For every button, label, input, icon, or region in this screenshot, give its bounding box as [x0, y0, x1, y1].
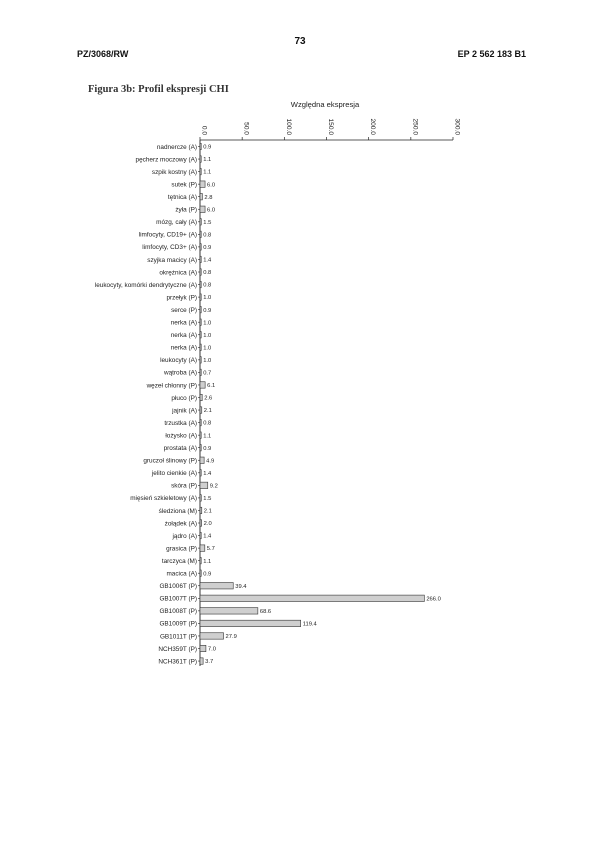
bar [200, 482, 208, 488]
bar-value-label: 0.8 [203, 420, 212, 427]
bar [200, 445, 201, 451]
bar [200, 143, 201, 149]
category-label: grasica (P) [166, 545, 197, 553]
bar-value-label: 0.9 [203, 445, 212, 452]
bar-value-label: 6.0 [207, 182, 216, 189]
bar [200, 545, 205, 551]
bar [200, 332, 201, 338]
bar [200, 168, 201, 174]
bar [200, 231, 201, 237]
bar-value-label: 0.7 [203, 370, 212, 377]
category-label: prostata (A) [163, 445, 197, 452]
category-label: sutek (P) [171, 181, 197, 189]
category-label: jądro (A) [172, 532, 197, 540]
category-label: mięsień szkieletowy (A) [130, 495, 197, 503]
category-label: pęcherz moczowy (A) [135, 156, 197, 164]
bar-value-label: 2.1 [203, 508, 212, 515]
x-tick-label: 50.0 [242, 122, 250, 135]
x-tick-label: 200.0 [369, 118, 377, 135]
category-label: NCH359T (P) [158, 645, 197, 653]
bar-value-label: 0.8 [203, 232, 212, 239]
page-number: 73 [294, 36, 306, 47]
bar-value-label: 1.0 [203, 295, 212, 302]
bar-value-label: 2.0 [203, 521, 212, 528]
category-label: mózg, cały (A) [156, 219, 197, 227]
category-label: węzeł chłonny (P) [146, 382, 197, 390]
bar [200, 344, 201, 350]
category-label: GB1006T (P) [159, 583, 197, 591]
bar-value-label: 1.5 [203, 496, 212, 502]
bar-value-label: 6.0 [207, 207, 216, 214]
bar [200, 219, 201, 225]
bar [200, 181, 205, 187]
bar-value-label: 1.1 [203, 433, 212, 440]
bar [200, 583, 233, 589]
bar-value-label: 0.9 [203, 245, 212, 251]
category-label: GB1009T (P) [159, 620, 197, 628]
bar-value-label: 7.0 [207, 646, 216, 653]
category-label: przełyk (P) [166, 294, 197, 302]
bar-value-label: 2.1 [203, 408, 212, 415]
bar [200, 507, 202, 513]
category-label: leukocyty (A) [160, 357, 197, 365]
category-label: trzustka (A) [164, 419, 197, 427]
bar [200, 557, 201, 563]
bar [200, 394, 202, 400]
bar-value-label: 5.7 [206, 546, 215, 553]
bar [200, 470, 201, 476]
category-label: NCH361T (P) [158, 658, 197, 666]
bar [200, 570, 201, 576]
document-reference-left: PZ/3068/RW [77, 49, 129, 59]
bar [200, 319, 201, 325]
bar-value-label: 2.8 [204, 194, 213, 201]
bar-value-label: 1.4 [203, 470, 212, 477]
bar [200, 281, 201, 287]
bar [200, 369, 201, 375]
bar-value-label: 6.1 [207, 383, 216, 390]
bar-value-label: 266.0 [426, 596, 441, 603]
bar-value-label: 1.1 [203, 157, 212, 164]
bar-value-label: 3.7 [205, 659, 214, 666]
category-label: leukocyty, komórki dendrytyczne (A) [94, 281, 197, 289]
bar-value-label: 0.9 [203, 571, 212, 578]
bar [200, 306, 201, 312]
bar [200, 206, 205, 212]
category-label: serce (P) [171, 306, 197, 314]
bar [200, 382, 205, 388]
bar-value-label: 39.4 [235, 583, 247, 590]
bar [200, 608, 258, 614]
bar-value-label: 1.0 [203, 345, 212, 352]
bar-value-label: 0.8 [203, 282, 212, 289]
category-label: nerka (A) [170, 332, 197, 340]
category-label: wątroba (A) [163, 369, 197, 377]
category-label: jajnik (A) [172, 407, 197, 415]
bar [200, 269, 201, 275]
patent-number: EP 2 562 183 B1 [457, 49, 526, 59]
bar [200, 156, 201, 162]
bar-value-label: 0.8 [203, 270, 212, 277]
bar-value-label: 1.1 [203, 169, 212, 176]
bar-value-label: 1.4 [203, 257, 212, 264]
chart-title: Względna ekspresja [290, 100, 360, 109]
figure-title: Figura 3b: Profil ekspresji CHI [88, 84, 229, 95]
category-label: GB1011T (P) [159, 633, 197, 641]
bar-value-label: 0.9 [203, 144, 212, 151]
bar-value-label: 1.0 [203, 332, 212, 339]
bar [200, 658, 203, 664]
bar-value-label: 1.5 [203, 219, 212, 226]
category-label: tarczyca (M) [161, 557, 197, 565]
category-label: nerka (A) [170, 319, 197, 327]
bars-group [95, 143, 441, 665]
category-label: limfocyty, CD3+ (A) [142, 244, 197, 252]
bar-value-label: 1.1 [203, 558, 212, 565]
category-label: okrężnica (A) [159, 269, 197, 277]
bar-value-label: 4.9 [206, 458, 215, 465]
bar-value-label: 1.4 [203, 533, 212, 540]
x-tick-label: 250.0 [411, 118, 419, 135]
category-label: gruczoł ślinowy (P) [143, 457, 197, 465]
category-label: skóra (P) [171, 482, 197, 490]
bar [200, 294, 201, 300]
bar-value-label: 27.9 [225, 634, 237, 641]
bar-value-label: 119.4 [302, 621, 317, 628]
category-label: łożysko (A) [165, 432, 197, 440]
category-label: szpik kostny (A) [151, 168, 197, 176]
category-label: GB1008T (P) [159, 608, 197, 616]
bar-value-label: 2.6 [204, 395, 213, 402]
bar [200, 495, 201, 501]
category-label: tętnica (A) [167, 194, 197, 201]
bar [200, 645, 206, 651]
bar-value-label: 1.0 [203, 320, 212, 327]
category-label: żołądek (A) [164, 520, 197, 528]
bar-value-label: 1.0 [203, 357, 212, 364]
bar-value-label: 0.9 [203, 307, 212, 314]
bar [200, 419, 201, 425]
category-label: nadnercze (A) [156, 143, 197, 151]
category-label: śledziona (M) [158, 507, 197, 515]
bar [200, 407, 202, 413]
category-label: jelito cienkie (A) [151, 470, 197, 478]
bar-value-label: 68.6 [259, 608, 272, 615]
bar [200, 520, 202, 526]
bar [200, 244, 201, 250]
category-label: nerka (A) [170, 344, 197, 352]
bar [200, 633, 224, 639]
category-label: GB1007T (P) [159, 595, 197, 603]
category-label: płuco (P) [171, 394, 197, 402]
bar [200, 457, 204, 463]
bar [200, 194, 202, 200]
bar [200, 595, 424, 601]
x-tick-label: 0.0 [200, 125, 208, 135]
x-tick-label: 300.0 [453, 118, 461, 135]
bar [200, 357, 201, 363]
bar [200, 532, 201, 538]
category-label: macica (A) [166, 570, 197, 578]
bar-value-label: 9.2 [209, 483, 218, 490]
bar [200, 620, 301, 626]
x-tick-label: 150.0 [327, 118, 334, 135]
bar [200, 256, 201, 262]
category-label: limfocyty, CD19+ (A) [138, 231, 197, 239]
category-label: szyjka macicy (A) [147, 256, 197, 264]
x-tick-label: 100.0 [284, 118, 292, 135]
bar [200, 432, 201, 438]
category-label: żyła (P) [175, 206, 197, 214]
